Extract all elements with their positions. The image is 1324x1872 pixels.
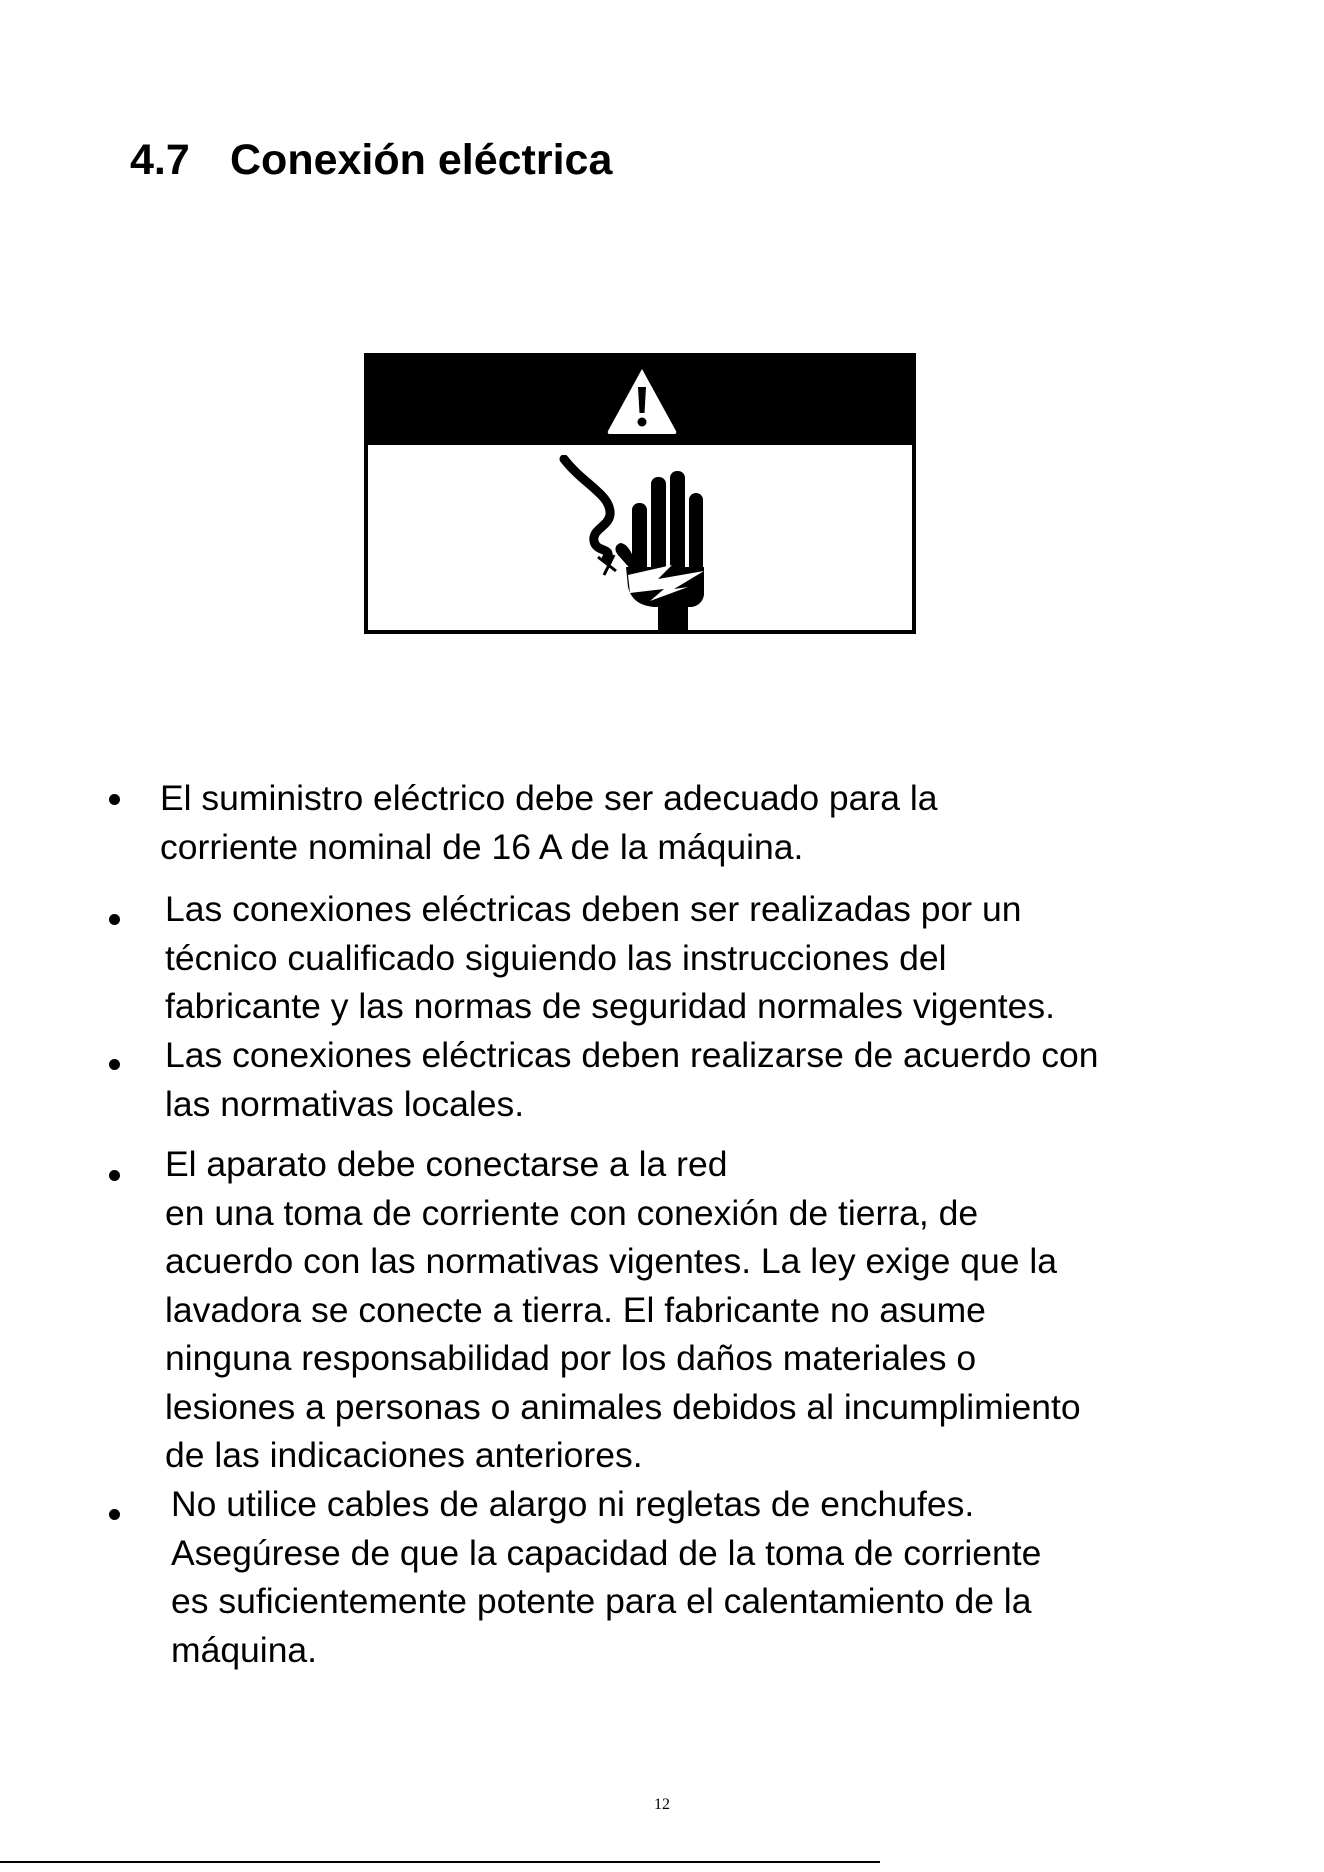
section-number: 4.7 bbox=[130, 136, 190, 184]
bullet-text: Las conexiones eléctricas deben realizarse de acuerdo con las normativas locales. bbox=[165, 1035, 1099, 1124]
bullet-dot bbox=[109, 794, 120, 805]
bullet-text: El suministro eléctrico debe ser adecuado para la corriente nominal de 16 A de la máquina. bbox=[160, 778, 938, 867]
bullet-dot bbox=[109, 914, 120, 925]
bullet-dot bbox=[109, 1170, 120, 1181]
bullet-text: El aparato debe conectarse a la red en una toma de corriente con conexión de tierra, de acuerdo con las normativas vigentes. La ley exige que la lavadora se conecte a tierra. El fabricante no asume ninguna responsabilidad por los daños materiales o lesiones a personas o animales debidos al incumplimiento de las indicaciones anteriores. bbox=[165, 1144, 1081, 1475]
bullet-dot bbox=[109, 1509, 120, 1520]
bullet-dot bbox=[109, 1059, 120, 1070]
page-number: 12 bbox=[654, 1796, 670, 1813]
bullet-text: No utilice cables de alargo ni regletas de enchufes. Asegúrese de que la capacidad de la toma de corriente es suficientemente potente para el calentamiento de la máquina. bbox=[171, 1484, 1042, 1670]
footer-rule bbox=[0, 1861, 880, 1863]
section-title: Conexión eléctrica bbox=[230, 136, 613, 184]
bullet-text: Las conexiones eléctricas deben ser realizadas por un técnico cualificado siguiendo las instrucciones del fabricante y las normas de seguridad normales vigentes. bbox=[165, 889, 1055, 1026]
